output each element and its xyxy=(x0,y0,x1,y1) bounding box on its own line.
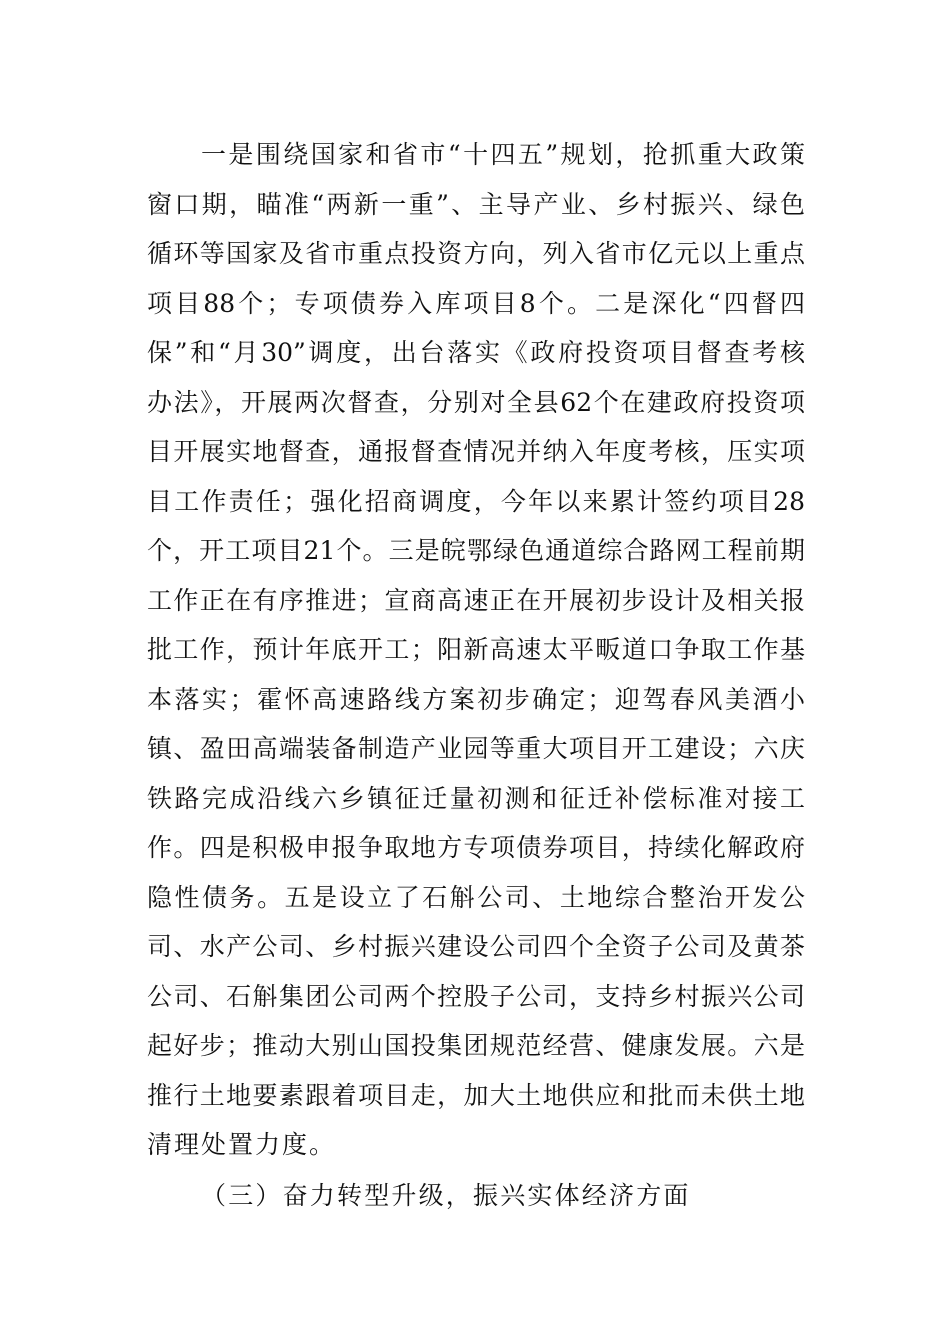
paragraph-line: 循环等国家及省市重点投资方向，列入省市亿元以上重点 xyxy=(147,239,805,268)
paragraph-line: 镇、盈田高端装备制造产业园等重大项目开工建设；六庆 xyxy=(147,734,805,763)
paragraph-line: 起好步；推动大别山国投集团规范经营、健康发展。六是 xyxy=(147,1031,805,1060)
paragraph-line: 工作正在有序推进；宣商高速正在开展初步设计及相关报 xyxy=(147,585,805,615)
body-paragraph xyxy=(147,137,805,1177)
paragraph-line: 个，开工项目21个。三是皖鄂绿色通道综合路网工程前期 xyxy=(147,536,805,565)
paragraph-line: 保”和“月30”调度，出台落实《政府投资项目督查考核 xyxy=(147,338,805,367)
paragraph-line: 目开展实地督查，通报督查情况并纳入年度考核，压实项 xyxy=(147,437,805,466)
section-heading: （三）奋力转型升级，振兴实体经济方面 xyxy=(201,1181,691,1210)
paragraph-line: 铁路完成沿线六乡镇征迁量初测和征迁补偿标准对接工 xyxy=(147,783,805,813)
paragraph-line: 公司、石斛集团公司两个控股子公司，支持乡村振兴公司 xyxy=(147,981,805,1011)
paragraph-line: 窗口期，瞄准“两新一重”、主导产业、乡村振兴、绿色 xyxy=(147,189,805,219)
paragraph-line: 作。四是积极申报争取地方专项债券项目，持续化解政府 xyxy=(147,833,805,862)
paragraph-line: 一是围绕国家和省市“十四五”规划，抢抓重大政策 xyxy=(201,140,805,169)
paragraph-line: 办法》，开展两次督查，分别对全县62个在建政府投资项 xyxy=(147,387,805,417)
paragraph-line: 批工作，预计年底开工；阳新高速太平畈道口争取工作基 xyxy=(147,635,805,664)
paragraph-line: 项目88个；专项债券入库项目8个。二是深化“四督四 xyxy=(147,288,805,318)
paragraph-line: 目工作责任；强化招商调度，今年以来累计签约项目28 xyxy=(147,486,805,516)
paragraph-line: 本落实；霍怀高速路线方案初步确定；迎驾春风美酒小 xyxy=(147,684,805,714)
paragraph-line: 隐性债务。五是设立了石斛公司、土地综合整治开发公 xyxy=(147,882,805,912)
paragraph-line: 司、水产公司、乡村振兴建设公司四个全资子公司及黄茶 xyxy=(147,932,805,961)
paragraph-line: 推行土地要素跟着项目走，加大土地供应和批而未供土地 xyxy=(147,1080,805,1110)
paragraph-line: 清理处置力度。 xyxy=(147,1130,337,1159)
